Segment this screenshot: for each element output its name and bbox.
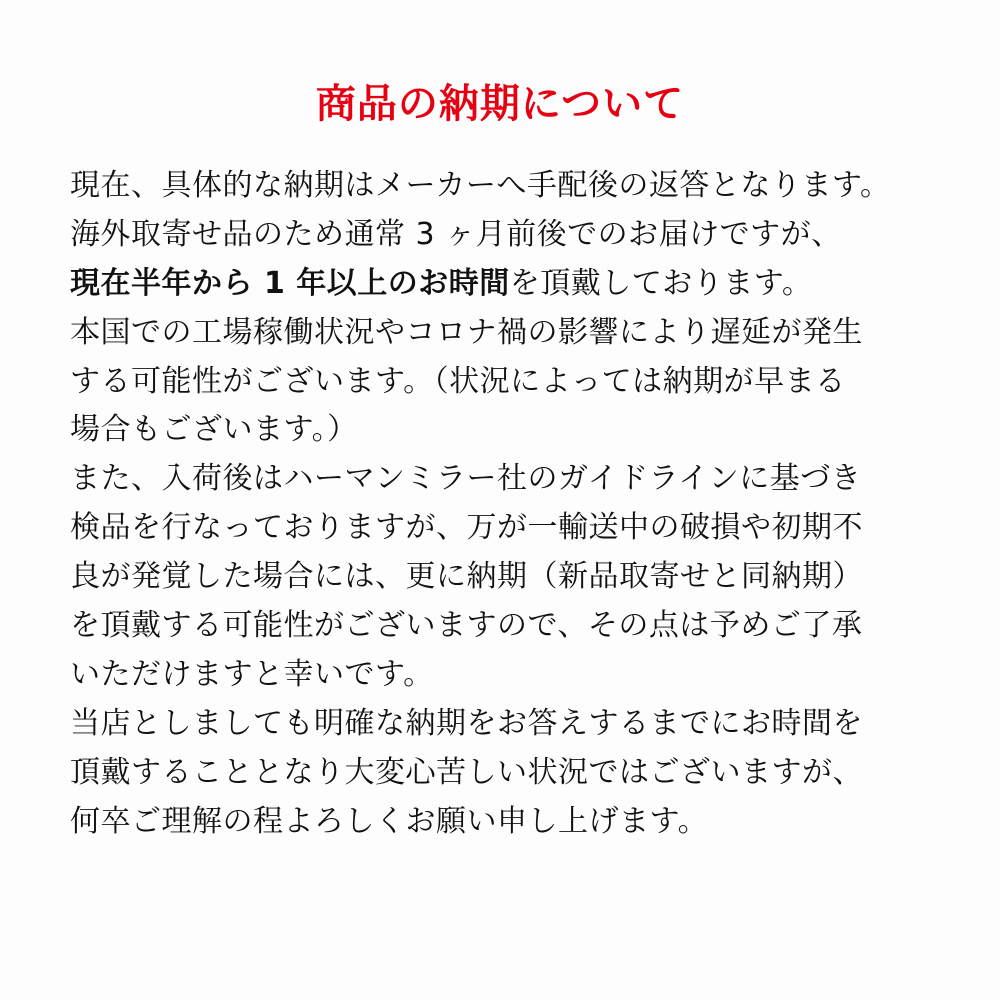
emphasis-text: 現在半年から 1 年以上のお時間 (70, 265, 510, 301)
text-line (70, 553, 930, 602)
text-line (70, 749, 930, 798)
text-line (70, 455, 930, 504)
paragraph (70, 162, 930, 309)
text-line (70, 211, 930, 260)
text-line (70, 504, 930, 553)
text-segment: 本国での工場稼働状況やコロナ禍の影響により遅延が発生 (70, 314, 863, 350)
text-segment: 場合もございます。） (70, 412, 358, 448)
text-segment: を頂戴する可能性がございますので、その点は予めご了承 (70, 608, 863, 644)
text-segment: 海外取寄せ品のため通常 3 ヶ月前後でのお届けですが、 (70, 216, 842, 252)
text-line (70, 602, 930, 651)
notice-body (70, 162, 930, 846)
text-segment: 現在、具体的な納期はメーカーへ手配後の返答となります。 (70, 168, 891, 203)
text-line (70, 309, 930, 358)
page-title: 商品の納期について (315, 81, 685, 127)
text-line (70, 358, 930, 407)
text-segment: また、入荷後はハーマンミラー社のガイドラインに基づき (70, 461, 862, 497)
text-segment: 頂戴することとなり大変心苦しい状況ではございますが、 (70, 754, 863, 790)
text-segment: 何卒ご理解の程よろしくお願い申し上げます。 (70, 803, 709, 839)
text-line (70, 651, 930, 700)
text-line (70, 700, 930, 749)
text-segment: する可能性がございます。（状況によっては納期が早まる (70, 363, 846, 399)
text-segment: 良が発覚した場合には、更に納期（新品取寄せと同納期） (70, 559, 863, 595)
paragraph (70, 455, 930, 699)
text-segment: 当店としましても明確な納期をお答えするまでにお時間を (70, 705, 863, 741)
text-line (70, 260, 930, 309)
paragraph (70, 309, 930, 456)
text-line (70, 798, 930, 847)
text-segment: を頂戴しております。 (509, 265, 813, 301)
text-segment: 検品を行なっておりますが、万が一輸送中の破損や初期不 (70, 510, 863, 546)
text-line (70, 162, 930, 211)
text-segment: いただけますと幸いです。 (70, 656, 434, 692)
paragraph (70, 700, 930, 847)
text-line (70, 406, 930, 455)
